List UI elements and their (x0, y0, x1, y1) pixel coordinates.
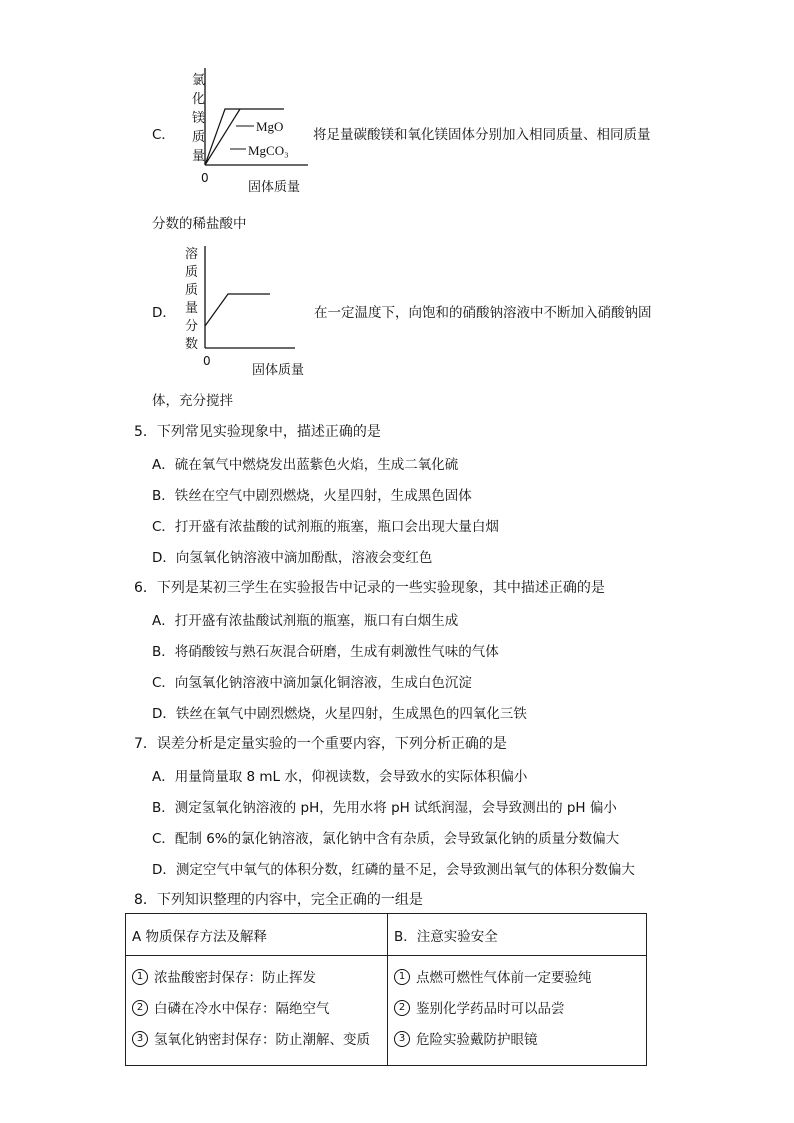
c-ylabel-char: 量 (192, 149, 206, 164)
q5-option-d: D．向氢氧化钠溶液中滴加酚酞，溶液会变红色 (152, 550, 433, 566)
q5-option-a: A．硫在氧气中燃烧发出蓝紫色火焰，生成二氧化硫 (152, 457, 459, 473)
option-c-label: C． (152, 127, 175, 143)
mgo-series-label: MgO (256, 119, 284, 134)
table-header-a: A 物质保存方法及解释 (126, 914, 388, 956)
q5-option-b: B．铁丝在空气中剧烈燃烧，火星四射，生成黑色固体 (152, 488, 472, 504)
q6-option-a: A．打开盛有浓盐酸试剂瓶的瓶塞，瓶口有白烟生成 (152, 613, 459, 629)
q7-option-d: D．测定空气中氧气的体积分数，红磷的量不足，会导致测出氧气的体积分数偏大 (152, 862, 635, 878)
table-item-text: 鉴别化学药品时可以品尝 (416, 1001, 565, 1017)
option-c-graph (178, 68, 308, 200)
q6-option-d: D．铁丝在氧气中剧烈燃烧，火星四射，生成黑色的四氧化三铁 (152, 706, 527, 722)
table-header-b: B．注意实验安全 (388, 914, 647, 956)
q5-option-c: C．打开盛有浓盐酸的试剂瓶的瓶塞，瓶口会出现大量白烟 (152, 519, 499, 535)
c-ylabel-char: 质 (192, 130, 206, 145)
circled-number: 1 (132, 969, 148, 985)
circled-number: 3 (132, 1031, 148, 1047)
circled-number: 3 (394, 1031, 410, 1047)
c-ylabel-char: 氯 (192, 73, 206, 88)
d-ylabel-char: 数 (185, 337, 199, 352)
c-xlabel: 固体质量 (248, 180, 301, 195)
table-item-text: 氢氧化钠密封保存：防止潮解、变质 (154, 1032, 370, 1048)
question-7-stem: 7．误差分析是定量实验的一个重要内容，下列分析正确的是 (134, 736, 507, 752)
table-item-text: 白磷在冷水中保存：隔绝空气 (154, 1001, 330, 1017)
d-ylabel-char: 质 (185, 283, 199, 298)
q6-option-c: C．向氢氧化钠溶液中滴加氯化铜溶液，生成白色沉淀 (152, 675, 472, 691)
option-d-graph (180, 244, 315, 380)
table-item (132, 1028, 387, 1059)
c-origin: 0 (201, 171, 209, 185)
d-ylabel-char: 量 (185, 301, 199, 316)
q7-option-b: B．测定氢氧化钠溶液的 pH，先用水将 pH 试纸润湿，会导致测出的 pH 偏小 (152, 800, 617, 816)
circled-number: 1 (394, 969, 410, 985)
table-item (132, 966, 387, 997)
table-item (394, 1028, 646, 1059)
option-d-label: D． (152, 305, 176, 321)
table-cell-b (388, 956, 647, 1066)
option-c-text-cont: 分数的稀盐酸中 (152, 216, 247, 232)
d-ylabel-char: 质 (185, 265, 199, 280)
knowledge-table (125, 913, 647, 1066)
q7-option-a: A．用量筒量取 8 mL 水，仰视读数，会导致水的实际体积偏小 (152, 769, 528, 785)
d-ylabel-char: 分 (185, 319, 199, 334)
table-item-text: 浓盐酸密封保存：防止挥发 (154, 970, 316, 986)
table-item (132, 997, 387, 1028)
table-item-text: 危险实验戴防护眼镜 (416, 1032, 538, 1048)
option-d-text: 在一定温度下，向饱和的硝酸钠溶液中不断加入硝酸钠固 (314, 305, 652, 321)
circled-number: 2 (132, 1000, 148, 1016)
solute-fraction-line (205, 294, 270, 326)
table-item (394, 997, 646, 1028)
d-origin: 0 (203, 354, 211, 368)
q7-option-c: C．配制 6%的氯化钠溶液，氯化钠中含有杂质，会导致氯化钠的质量分数偏大 (152, 831, 620, 847)
mgco3-series-label: MgCO₃ (248, 143, 289, 158)
table-item (394, 966, 646, 997)
question-8-stem: 8．下列知识整理的内容中，完全正确的一组是 (134, 892, 423, 908)
question-6-stem: 6．下列是某初三学生在实验报告中记录的一些实验现象，其中描述正确的是 (134, 580, 605, 596)
table-item-text: 点燃可燃性气体前一定要验纯 (416, 970, 592, 986)
option-d-text-cont: 体，充分搅拌 (152, 393, 233, 409)
d-xlabel: 固体质量 (252, 363, 305, 378)
option-c-text: 将足量碳酸镁和氧化镁固体分别加入相同质量、相同质量 (313, 127, 651, 143)
table-cell-a (126, 956, 388, 1066)
d-ylabel-char: 溶 (185, 247, 199, 262)
question-5-stem: 5．下列常见实验现象中，描述正确的是 (134, 424, 381, 440)
c-ylabel-char: 镁 (192, 111, 206, 126)
c-ylabel-char: 化 (192, 92, 206, 107)
circled-number: 2 (394, 1000, 410, 1016)
q6-option-b: B．将硝酸铵与熟石灰混合研磨，生成有刺激性气味的气体 (152, 644, 499, 660)
